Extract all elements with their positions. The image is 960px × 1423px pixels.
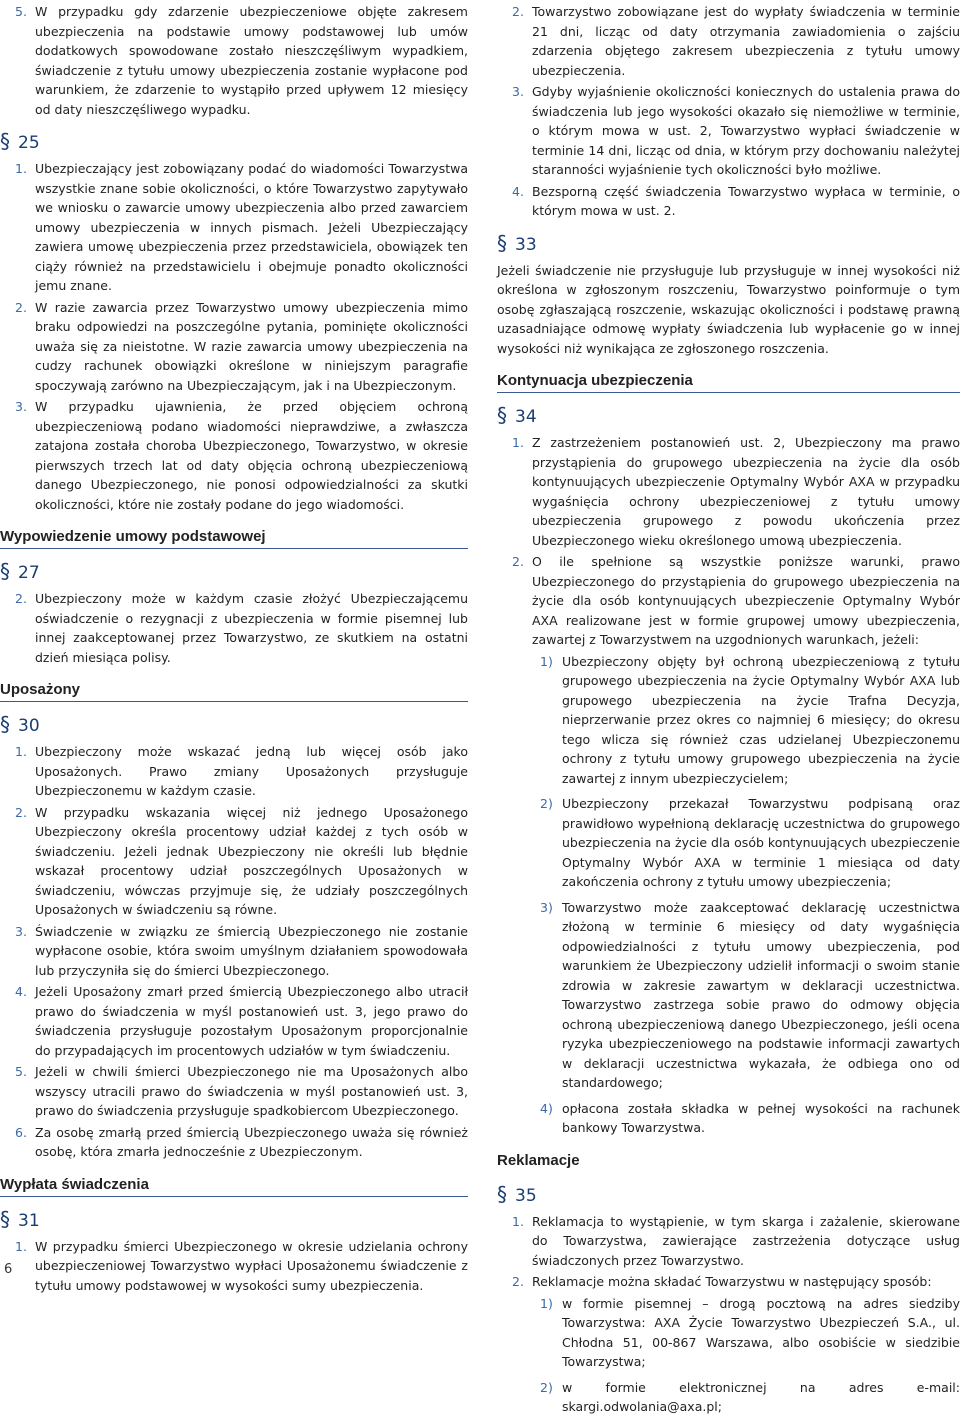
section-number: 31 [18,1210,40,1231]
s35-item-2 [497,1272,960,1292]
section-25-heading [0,127,468,153]
subitem-number: 4) [540,1100,553,1116]
item-text: Jeżeli w chwili śmierci Ubezpieczonego nie ma Uposażonych albo wszyscy utracili prawo do świadczenia w myśl postanowień ust. 3, prawo do świadczenia przysługuje spadkobiercom Ubezpieczonego. [35,1064,468,1118]
item-number: 1. [512,435,524,450]
item-text: Bezsporną część świadczenia Towarzystwo wypłaca w terminie, o którym mowa w ust. 2. [532,183,960,218]
item-number: 3. [15,923,27,939]
item-text: Za osobę zmarłą przed śmiercią Ubezpieczonego uważa się również osobę, która zmarła jednocześnie z Ubezpieczonym. [35,1124,468,1159]
s33-text: Jeżeli świadczenie nie przysługuje lub przysługuje w innej wysokości niż określona w zgłoszonym roszczeniu, Towarzystwo poinformuje o tym osobę zgłaszającą roszczenie, wskazując okoliczności i podstawę prawną uzasadniające odmowę wypłaty świadczenia lub wypłacenie go w innej wysokości niż wynikająca ze zgłoszonego roszczenia. [497,262,960,356]
item-text: Reklamacje można składać Towarzystwu w następujący sposób: [532,1274,932,1289]
left-column [0,0,468,1297]
section-number: 25 [18,133,40,153]
heading-reklamacje: Reklamacje [497,1151,580,1169]
section-sign: § [0,129,10,153]
subitem-text: Ubezpieczony przekazał Towarzystwu podpisaną oraz prawidłowo wypełnioną deklarację uczestnictwa do grupowego ubezpieczenia na życie dla osób kontynuujących ubezpieczenie Optymalny Wybór AXA w terminie 1 miesiąca od daty zakończenia ochrony z tytułu umowy ubezpieczenia; [562,796,960,889]
s31-item-1 [0,1237,468,1296]
s25-item-2 [0,298,468,396]
item-number: 2. [512,4,524,19]
section-31-heading [0,1205,468,1231]
item-number: 6. [15,1124,27,1140]
section-sign: § [497,1181,507,1206]
item-number: 4. [15,984,27,999]
item-number: 2. [15,299,27,315]
subitem-number: 1) [540,1295,553,1311]
subitem-text: w formie pisemnej – drogą pocztową na adres siedziby Towarzystwa: AXA Życie Towarzystwo Ubezpieczeń S.A., ul. Chłodna 51, 00-867 Warszawa, albo osobiście w siedzibie Towarzystwa; [562,1295,960,1369]
item-text: W przypadku ujawnienia, że przed objęciem ochroną ubezpieczeniową podano wiadomości nieprawdziwe, a zwłaszcza zatajona została choroba Ubezpieczonego, Towarzystwo, w okresie pierwszych trzech lat od daty objęcia ochroną ubezpieczeniową danego Ubezpieczonego, nie ponosi odpowiedzialności za skutki okoliczności, które nie zostały podane do jego wiadomości. [35,399,468,512]
subitem-text: Towarzystwo może zaakceptować deklarację uczestnictwa złożoną w terminie 6 miesięcy od daty wygaśnięcia odpowiedzialności z tytułu umowy ubezpieczenia, pod warunkiem że Ubezpieczony udzielił informacji o swoim stanie zdrowia w zakresie zawartym w deklaracji uczestnictwa. Towarzystwo zastrzega sobie prawo do odmowy objęcia ochroną ubezpieczeniową danego Ubezpieczonego, jeśli ocena ryzyka ubezpieczeniowego na podstawie informacji zawartych w deklaracji uczestnictwa wykazała, że odbiega ono od standardowego; [562,899,960,1090]
s34-sub-4 [497,1099,960,1138]
item-text: W przypadku śmierci Ubezpieczonego w okresie udzielania ochrony ubezpieczeniowej Towarzystwo wypłaci Uposażonemu świadczenie z tytułu umowy podstawowej w wysokości sumy ubezpieczenia. [35,1238,468,1293]
s34-sub-1 [497,652,960,789]
s35-item-1 [497,1212,960,1271]
s30-item-2 [0,803,468,920]
subitem-text: opłacona została składka w pełnej wysokości na rachunek bankowy Towarzystwa. [562,1100,960,1135]
section-sign: § [0,559,10,583]
s25-item-3 [0,397,468,514]
section-33-heading [497,229,960,255]
s35-sub-1 [497,1294,960,1372]
item-text: Towarzystwo zobowiązane jest do wypłaty świadczenia w terminie 21 dni, licząc od daty otrzymania zawiadomienia o zajściu zdarzenia objętego zakresem ubezpieczenia z tytułu umowy ubezpieczenia. [532,4,960,78]
subitem-number: 3) [540,899,553,915]
section-number: 35 [515,1185,537,1206]
s30-item-5 [0,1062,468,1121]
item-text: W przypadku wskazania więcej niż jednego Uposażonego Ubezpieczony określa procentowy udział każdej z tych osób w świadczeniu. Jeżeli jednak Ubezpieczony nie określi lub błędnie wskazał procentowy udział poszczególnych Uposażonych w świadczeniu, wówczas przyjmuje się, że udziały poszczególnych Uposażonych w świadczeniu są równe. [35,804,468,917]
item-text: Reklamacja to wystąpienie, w tym skarga i zażalenie, skierowane do Towarzystwa, zawierające zastrzeżenia dotyczące usług świadczonych przez Towarzystwo. [532,1213,960,1268]
s32-item-2 [497,2,960,80]
item-number: 4. [512,183,524,199]
subitem-number: 1) [540,653,553,669]
s30-item-6 [0,1123,468,1162]
item-text: Ubezpieczający jest zobowiązany podać do wiadomości Towarzystwa wszystkie znane sobie okoliczności, o które Towarzystwo zapytywało we wniosku o zawarcie umowy ubezpieczenia albo przed zawarciem umowy ubezpieczenia w innych pismach. Jeżeli Ubezpieczający zawiera umowę ubezpieczenia przez przedstawiciela, obowiązek ten ciąży również na przedstawicielu i obejmuje ponadto okoliczności jemu znane. [35,161,468,293]
item-text: Gdyby wyjaśnienie okoliczności koniecznych do ustalenia prawa do świadczenia lub jego wysokości okazało się niemożliwe w terminie, o którym mowa w ust. 2, Towarzystwo wypłaci świadczenie w terminie 14 dni, licząc od dnia, w którym przy dochowaniu należytej staranności wyjaśnienie tych okoliczności było możliwe. [532,84,960,177]
section-sign: § [497,230,507,255]
s34-item-2 [497,552,960,650]
section-34-heading [497,401,960,427]
item-text: Ubezpieczony może wskazać jedną lub więcej osób jako Uposażonych. Prawo zmiany Uposażonych przysługuje Ubezpieczonemu w każdym czasie. [35,744,468,798]
item-number: 2. [512,554,524,569]
section-30-heading [0,710,468,736]
subitem-text: Ubezpieczony objęty był ochroną ubezpieczeniową z tytułu grupowego ubezpieczenia na życie Optymalny Wybór AXA lub grupowego ubezpieczenia na życie Trafna Decyzja, nieprzerwanie przez okres co najmniej 6 miesięcy; do okresu tego wlicza się również czas udzielanej Ubezpieczonemu ochrony z tytułu umowy grupowego ubezpieczenia na życie zawartej z innym ubezpieczycielem; [562,653,960,786]
item-number: 2. [15,591,27,606]
item-number: 1. [15,1238,27,1254]
subitem-text: w formie elektronicznej na adres e-mail: skargi.odwolania@axa.pl; [562,1379,960,1414]
heading-wypowiedzenie: Wypowiedzenie umowy podstawowej [0,528,468,549]
section-sign: § [0,712,10,736]
item-text: Świadczenie w związku ze śmiercią Ubezpieczonego nie zostanie wypłacone osobie, która swoim umyślnym działaniem spowodowała lub przyczyniła się do śmierci Ubezpieczonego. [35,923,468,978]
subitem-number: 2) [540,796,553,811]
item-number: 5. [15,1064,27,1079]
section-sign: § [0,1206,10,1231]
s32-item-3 [497,82,960,180]
section-sign: § [497,403,507,427]
heading-wyplata: Wypłata świadczenia [0,1176,468,1197]
section-number: 30 [18,716,40,736]
s25-item-1 [0,159,468,296]
s30-item-3 [0,922,468,981]
section-number: 33 [515,234,537,255]
item-text: O ile spełnione są wszystkie poniższe warunki, prawo Ubezpieczonego do przystąpienia do grupowego ubezpieczenia na życie dla osób kontynuujących ubezpieczenie Optymalny Wybór AXA realizowane jest w formie grupowej umowy ubezpieczenia, zawartej z Towarzystwem na uzgodnionych warunkach, jeżeli: [532,554,960,647]
s27-item-2 [0,589,468,667]
s32-item-4 [497,182,960,221]
item-number: 1. [15,161,27,176]
heading-kontynuacja: Kontynuacja ubezpieczenia [497,372,960,393]
item-text: Ubezpieczony może w każdym czasie złożyć Ubezpieczającemu oświadczenie o rezygnacji z ubezpieczenia w formie pisemnej lub innej zaakceptowanej przez Towarzystwo, ze skutkiem na ostatni dzień miesiąca polisy. [35,591,468,665]
s30-item-1 [0,742,468,801]
section-number: 27 [18,563,40,583]
s34-sub-2 [497,794,960,892]
s30-item-4 [0,982,468,1060]
item-text: Jeżeli Uposażony zmarł przed śmiercią Ubezpieczonego albo utracił prawo do świadczenia w myśl postanowień ust. 3, jego prawo do świadczenia przysługuje pozostałym Uposażonym proporcjonalnie do przypadających im procentowych udziałów w tym świadczeniu. [35,984,468,1058]
paragraph-5 [0,2,468,119]
page-number: 6 [4,1262,13,1277]
item-number: 3. [15,399,27,414]
item-number: 2. [15,804,27,820]
item-number: 1. [512,1213,524,1229]
subitem-number: 2) [540,1379,553,1395]
section-number: 34 [515,407,537,427]
item-number: 1. [15,744,27,759]
item-text: W razie zawarcia przez Towarzystwo umowy ubezpieczenia mimo braku odpowiedzi na poszczególne pytania, pominięte okoliczności uważa się za nieistotne. W razie zawarcia umowy ubezpieczenia na cudzy rachunek obowiązki określone w niniejszym paragrafie spoczywają zarówno na Ubezpieczającym, jak i na Ubezpieczonym. [35,299,468,393]
s35-sub-2 [497,1378,960,1417]
item-text: W przypadku gdy zdarzenie ubezpieczeniowe objęte zakresem ubezpieczenia na podstawie umowy podstawowej lub umów dodatkowych spowodowane zostało nieszczęśliwym wypadkiem, świadczenie z tytułu umowy ubezpieczenia zostanie wypłacone pod warunkiem, że zdarzenie to wystąpiło przed upływem 12 miesięcy od daty nieszczęśliwego wypadku. [35,4,468,117]
section-35-heading [497,1180,960,1206]
item-number: 5. [15,4,27,19]
item-number: 2. [512,1274,524,1289]
s34-sub-3 [497,898,960,1093]
item-number: 3. [512,84,524,99]
s34-item-1 [497,433,960,550]
section-27-heading [0,557,468,583]
heading-uposazony: Uposażony [0,681,468,702]
item-text: Z zastrzeżeniem postanowień ust. 2, Ubezpieczony ma prawo przystąpienia do grupowego ubezpieczenia na życie dla osób kontynuujących ubezpieczenie Optymalny Wybór AXA w przypadku wygaśnięcia ochrony ubezpieczeniowej z tytułu umowy ubezpieczenia grupowego z powodu ukończenia przez Ubezpieczonego wieku określonego umową ubezpieczenia. [532,435,960,548]
right-column [497,0,960,1423]
